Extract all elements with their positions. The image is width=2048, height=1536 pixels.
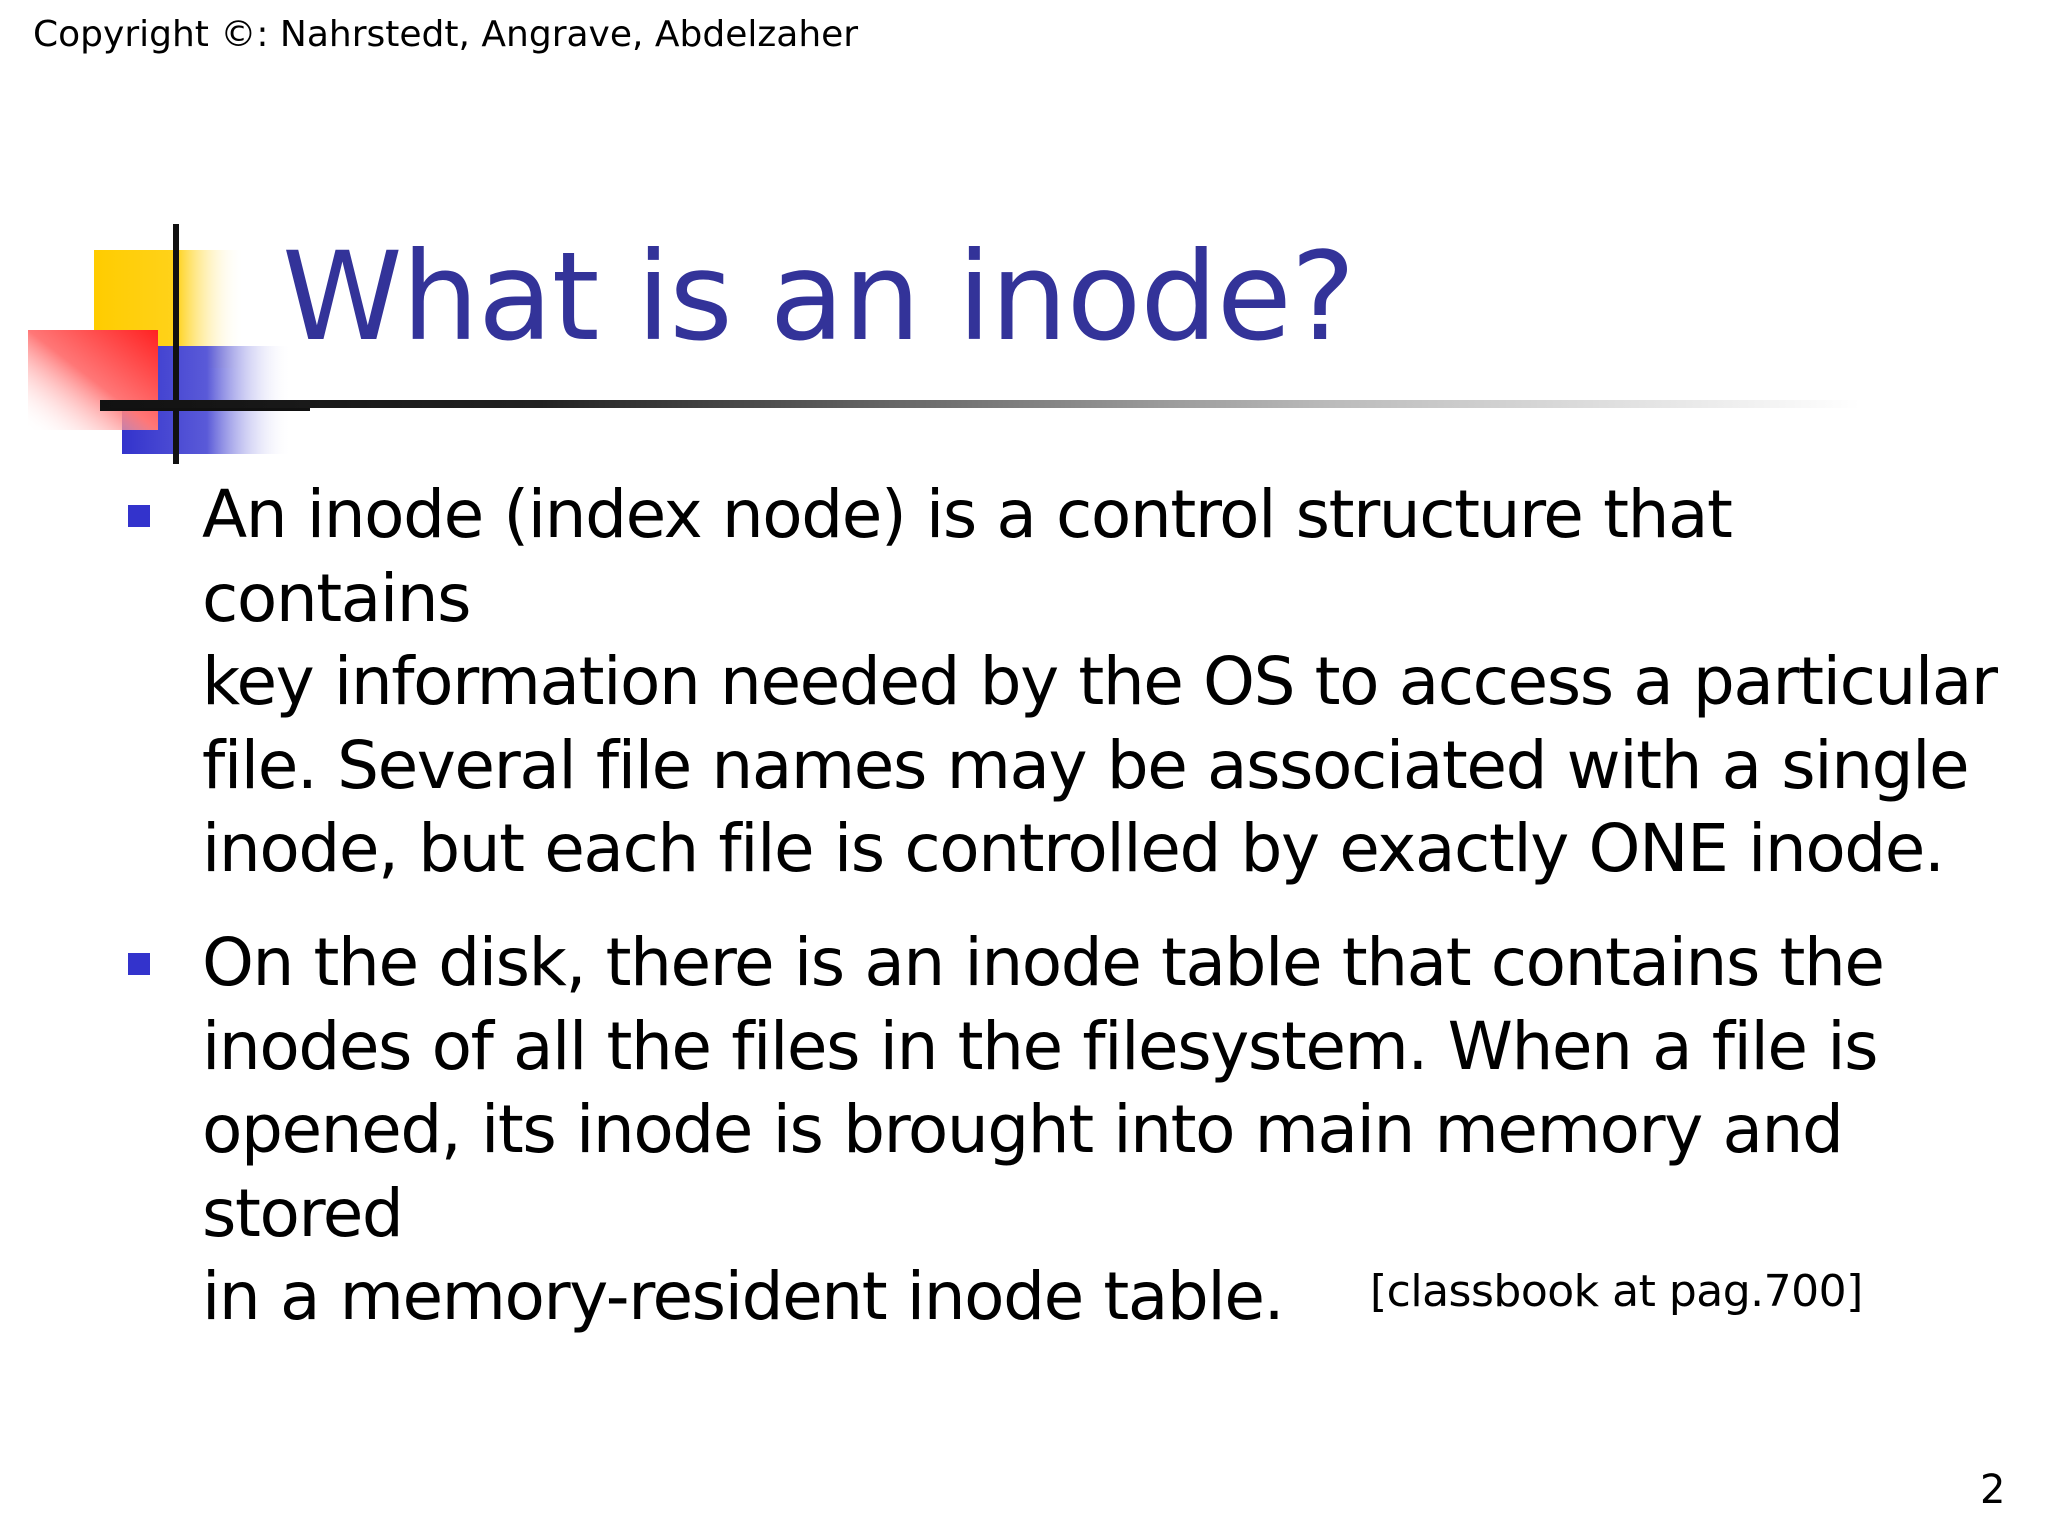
bullet-text: An inode (index node) is a control structure that contains key information needed by the OS to access a particular file. Several file names may be associated with a single inode, but each file is controlled by exactly ONE inode.: [202, 476, 1997, 887]
citation: [classbook at pag.700]: [1370, 1266, 1863, 1317]
bullet-text: On the disk, there is an inode table that contains the inodes of all the files in the filesystem. When a file is opened, its inode is brought into main memory and stored in a memory-resident inode table.: [202, 924, 1884, 1335]
slide-title: What is an inode?: [282, 226, 1355, 368]
page-number: 2: [1980, 1467, 2006, 1513]
bullet-item-1: [202, 473, 2002, 891]
square-bullet-icon: [128, 505, 150, 527]
copyright-notice: Copyright ©: Nahrstedt, Angrave, Abdelzaher: [33, 14, 859, 55]
square-bullet-icon: [128, 953, 150, 975]
